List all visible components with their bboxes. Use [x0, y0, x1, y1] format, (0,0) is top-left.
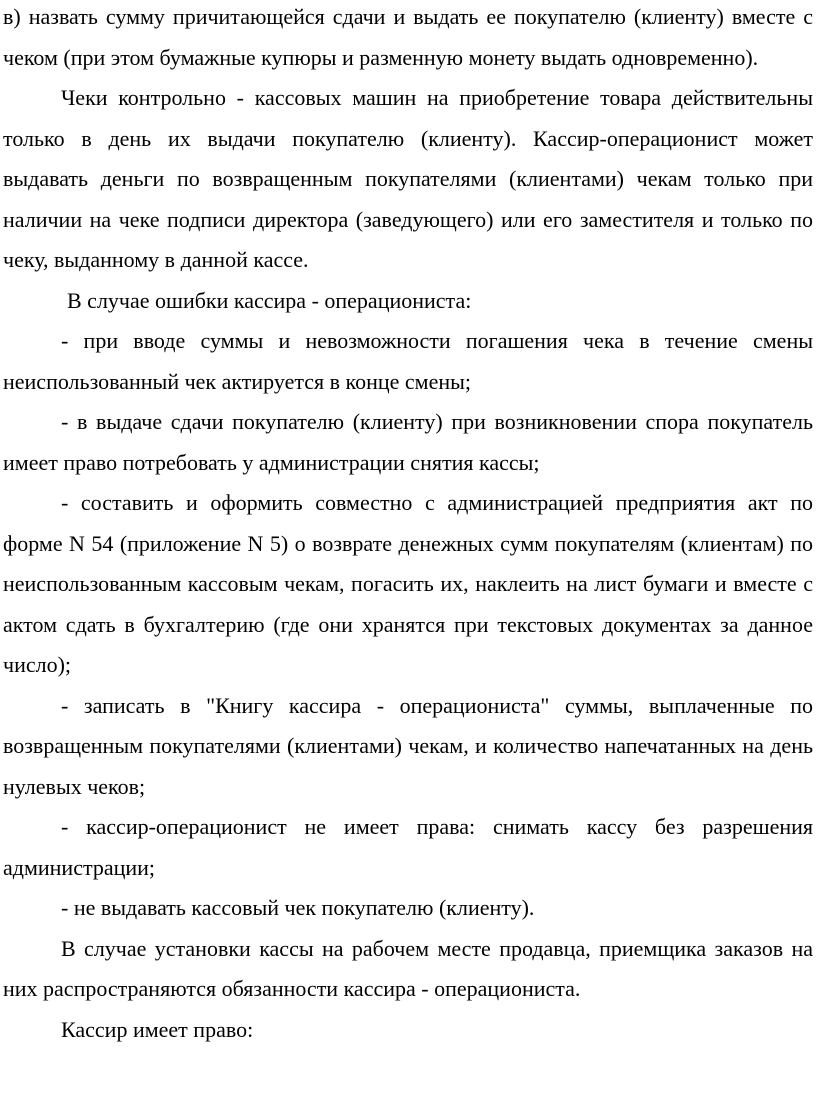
list-item-change-dispute: - в выдаче сдачи покупателю (клиенту) при возникновении спора покупатель имеет право потребовать у администрации снятия кассы; [3, 409, 813, 475]
paragraph-receipts-validity: Чеки контрольно - кассовых машин на приобретение товара действительны только в день их выдачи покупателю (клиенту). Кассир-операционист может выдавать деньги по возвращенным покупателями (клиентами) чекам только при наличии на чеке подписи директора (заведующего) или его заместителя и только по чеку, выданному в данной кассе. [3, 85, 813, 272]
list-item-no-right-to-remove: - кассир-операционист не имеет права: снимать кассу без разрешения администрации; [3, 814, 813, 880]
paragraph-change-handout: в) назвать сумму причитающейся сдачи и выдать ее покупателю (клиенту) вместе с чеком (при этом бумажные купюры и разменную монету выдать одновременно). [3, 4, 813, 70]
list-item-cashier-book: - записать в "Книгу кассира - операциониста" суммы, выплаченные по возвращенным покупателями (клиентами) чекам, и количество напечатанных на день нулевых чеков; [3, 692, 813, 799]
list-item-no-receipt: - не выдавать кассовый чек покупателю (клиенту). [61, 895, 535, 920]
list-item-act-form: - составить и оформить совместно с администрацией предприятия акт по форме N 54 (приложение N 5) о возврате денежных сумм покупателям (клиентам) по неиспользованным кассовым чекам, погасить их, наклеить на лист бумаги и вместе с актом сдать в бухгалтерию (где они хранятся при текстовых документах за данное число); [3, 490, 813, 677]
list-item-input-error: - при вводе суммы и невозможности погашения чека в течение смены неиспользованный чек актируется в конце смены; [3, 328, 813, 394]
document-page [3, 0, 813, 1053]
paragraph-seller-duties: В случае установки кассы на рабочем месте продавца, приемщика заказов на них распространяются обязанности кассира - операциониста. [3, 935, 813, 1001]
paragraph-cashier-rights: Кассир имеет право: [61, 1016, 254, 1042]
paragraph-cashier-error-heading: В случае ошибки кассира - операциониста: [67, 287, 472, 313]
